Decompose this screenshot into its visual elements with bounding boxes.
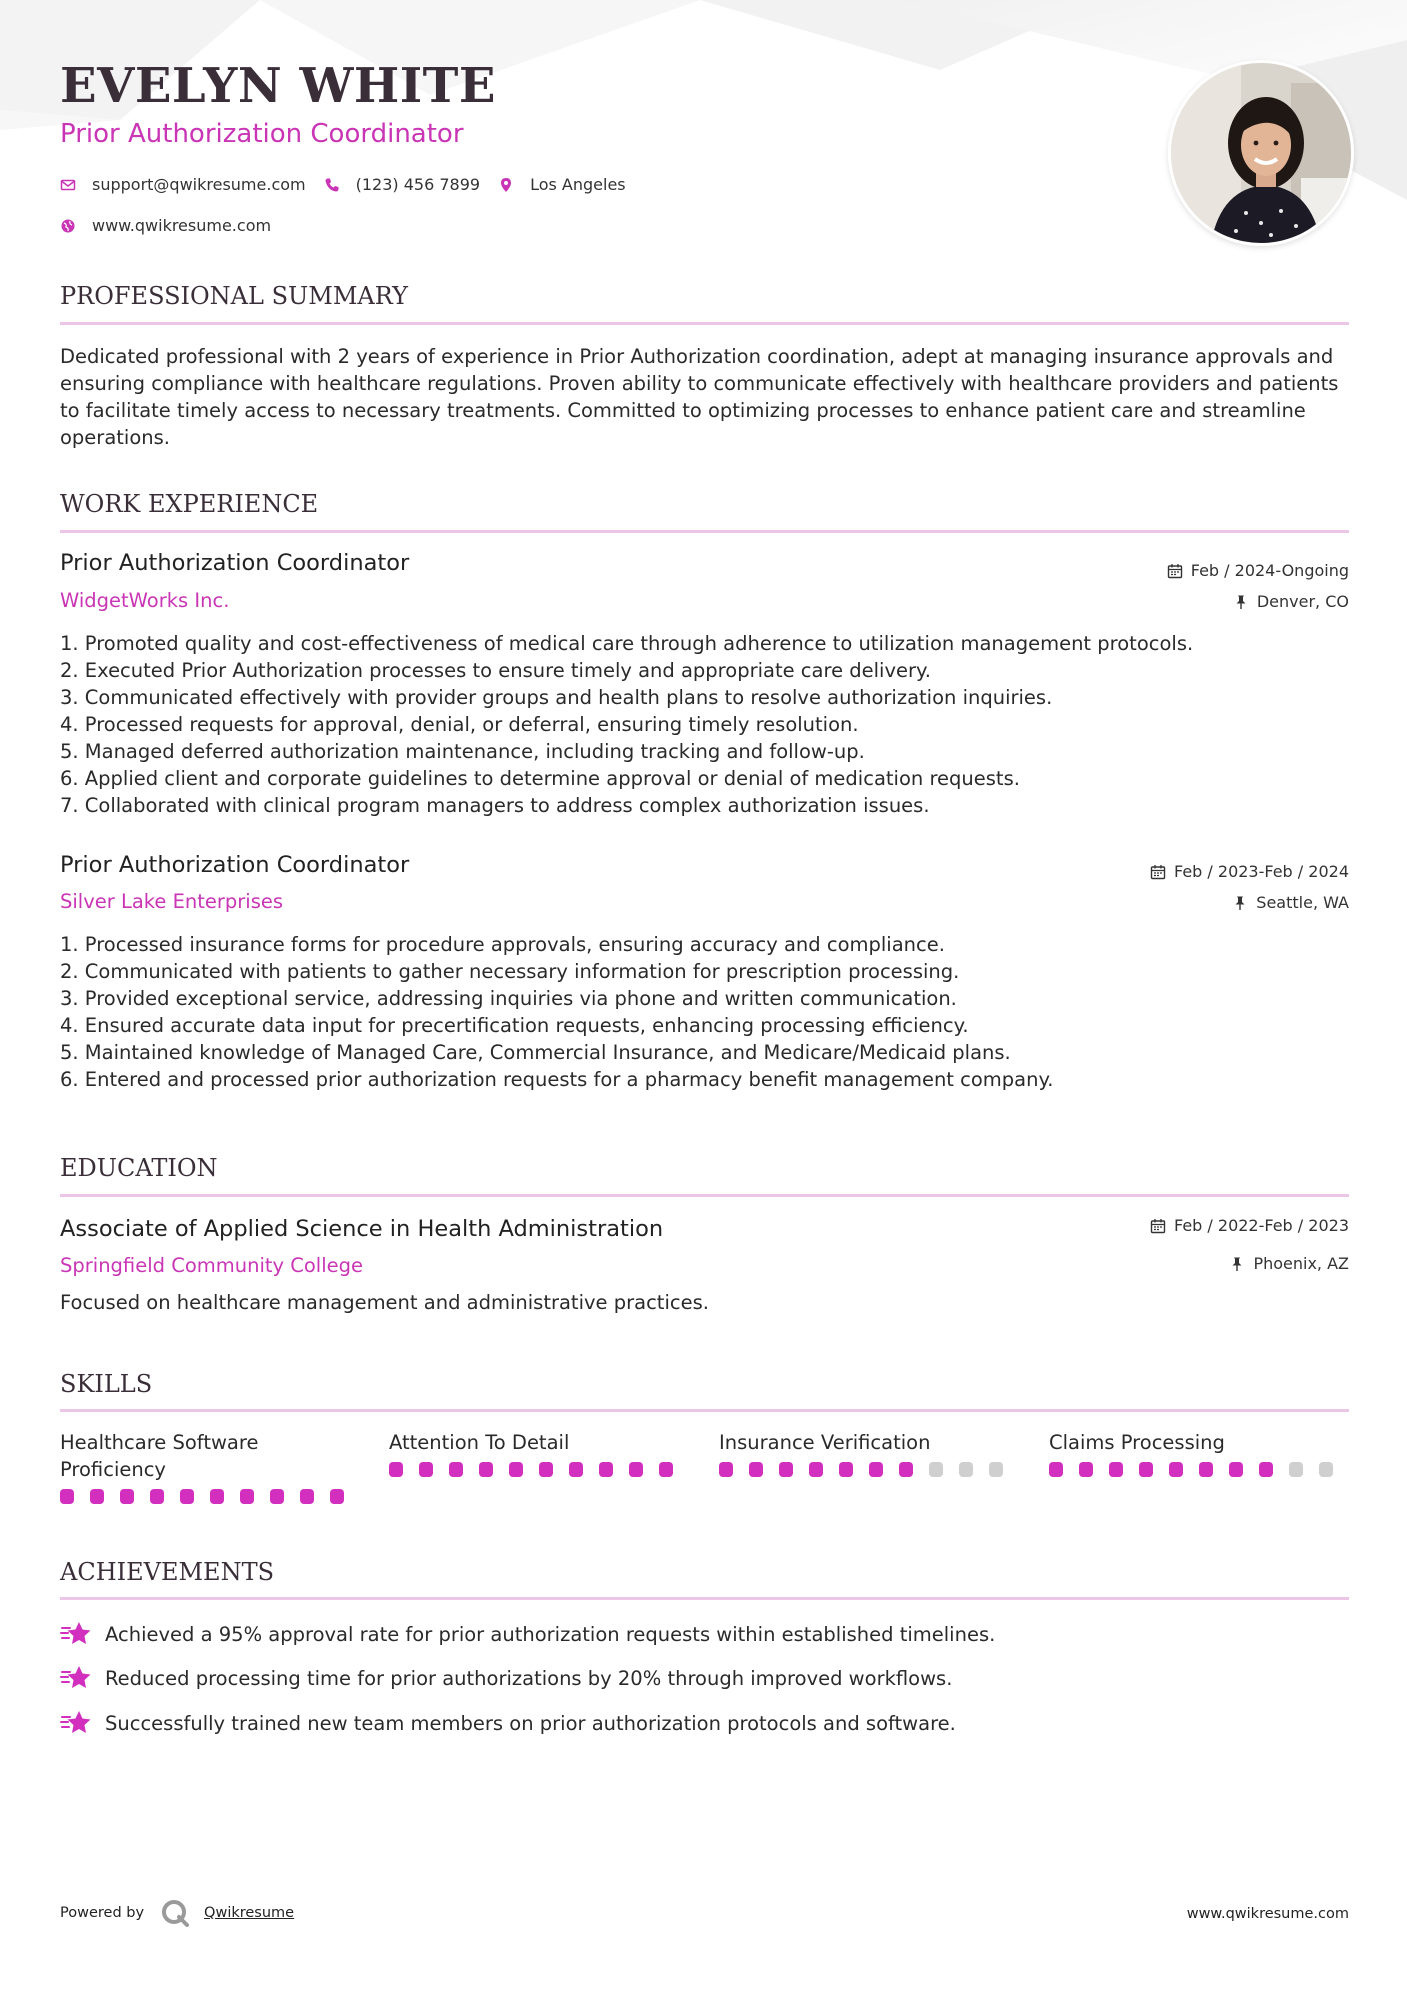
pushpin-icon: [1229, 1256, 1245, 1272]
job-company: Silver Lake Enterprises: [60, 890, 284, 913]
candidate-name: EVELYN WHITE: [60, 58, 496, 114]
skill-rating: [719, 1462, 1019, 1477]
rating-dot-filled: [1259, 1462, 1273, 1477]
rating-dot-filled: [629, 1462, 643, 1477]
rating-dot-filled: [449, 1462, 463, 1477]
rating-dot-empty: [1289, 1462, 1303, 1477]
skill-item: [719, 1429, 1019, 1477]
contact-website[interactable]: www.qwikresume.com: [92, 216, 272, 235]
list-item: 1. Processed insurance forms for procedure approvals, ensuring accuracy and compliance.: [60, 933, 945, 956]
job-dates: [1167, 561, 1349, 580]
rating-dot-empty: [989, 1462, 1003, 1477]
calendar-icon: [1167, 563, 1183, 579]
job-dates-text: Feb / 2024-Ongoing: [1190, 561, 1349, 580]
job-title: Prior Authorization Coordinator: [60, 852, 410, 878]
envelope-icon: [60, 177, 76, 193]
rating-dot-filled: [419, 1462, 433, 1477]
skill-item: [1049, 1429, 1349, 1477]
education-dates-text: Feb / 2022-Feb / 2023: [1174, 1216, 1349, 1235]
job-responsibilities: [60, 630, 1349, 819]
rating-dot-filled: [869, 1462, 883, 1477]
list-item: 7. Collaborated with clinical program managers to address complex authorization issues.: [60, 794, 930, 817]
rating-dot-filled: [599, 1462, 613, 1477]
education-description: Focused on healthcare management and administrative practices.: [60, 1291, 709, 1314]
list-item: 2. Communicated with patients to gather necessary information for prescription processing.: [60, 960, 960, 983]
rating-dot-filled: [1199, 1462, 1213, 1477]
list-item: 2. Executed Prior Authorization processes to ensure timely and appropriate care delivery.: [60, 659, 931, 682]
skill-name: Insurance Verification: [719, 1431, 931, 1454]
section-divider: [60, 1194, 1349, 1197]
profile-photo: [1168, 60, 1354, 246]
rating-dot-empty: [929, 1462, 943, 1477]
phone-icon: [324, 177, 340, 193]
section-title-skills: SKILLS: [60, 1370, 153, 1398]
job-location: [1233, 592, 1349, 611]
achievement-text: Reduced processing time for prior authorizations by 20% through improved workflows.: [105, 1666, 953, 1690]
rating-dot-filled: [509, 1462, 523, 1477]
skill-rating: [389, 1462, 689, 1477]
rating-dot-filled: [749, 1462, 763, 1477]
rating-dot-filled: [479, 1462, 493, 1477]
rating-dot-filled: [779, 1462, 793, 1477]
pushpin-icon: [1232, 895, 1248, 911]
section-divider: [60, 1597, 1349, 1600]
education-location-text: Phoenix, AZ: [1253, 1254, 1349, 1273]
job-responsibilities: [60, 931, 1349, 1093]
list-item: 4. Processed requests for approval, denial, or deferral, ensuring timely resolution.: [60, 713, 859, 736]
rating-dot-filled: [1139, 1462, 1153, 1477]
section-title-achievements: ACHIEVEMENTS: [60, 1558, 275, 1586]
rating-dot-filled: [180, 1489, 194, 1504]
rating-dot-filled: [150, 1489, 164, 1504]
list-item: 1. Promoted quality and cost-effectiveness of medical care through adherence to utilization management protocols.: [60, 632, 1194, 655]
section-title-experience: WORK EXPERIENCE: [60, 490, 319, 518]
summary-text: Dedicated professional with 2 years of experience in Prior Authorization coordination, adept at managing insurance approvals and ensuring compliance with healthcare regulations. Proven ability to communicate effectively with healthcare providers and patients to facilitate timely access to necessary treatments. Committed to optimizing processes to enhance patient care and streamline operations.: [60, 345, 1339, 449]
rating-dot-filled: [60, 1489, 74, 1504]
powered-by-label: Powered by: [60, 1905, 145, 1921]
footer-powered-by: [60, 1898, 294, 1928]
section-title-summary: PROFESSIONAL SUMMARY: [60, 282, 408, 310]
rating-dot-filled: [1109, 1462, 1123, 1477]
rating-dot-filled: [899, 1462, 913, 1477]
section-title-education: EDUCATION: [60, 1154, 218, 1182]
calendar-icon: [1150, 864, 1166, 880]
qwikresume-link[interactable]: Qwikresume: [204, 1905, 295, 1921]
education-dates: [1150, 1216, 1349, 1235]
qwikresume-logo-icon: [160, 1898, 190, 1928]
map-pin-icon: [498, 177, 514, 193]
achievement-text: Achieved a 95% approval rate for prior authorization requests within established timelines.: [105, 1622, 996, 1646]
education-location: [1229, 1254, 1349, 1273]
list-item: 6. Entered and processed prior authorization requests for a pharmacy benefit management company.: [60, 1068, 1054, 1091]
list-item: 6. Applied client and corporate guidelines to determine approval or denial of medication requests.: [60, 767, 1020, 790]
list-item: 5. Maintained knowledge of Managed Care, Commercial Insurance, and Medicare/Medicaid plans.: [60, 1041, 1011, 1064]
rating-dot-filled: [539, 1462, 553, 1477]
job-dates-text: Feb / 2023-Feb / 2024: [1174, 862, 1349, 881]
star-icon: [60, 1620, 92, 1648]
contact-phone[interactable]: (123) 456 7899: [355, 175, 481, 194]
rating-dot-empty: [959, 1462, 973, 1477]
rating-dot-filled: [1079, 1462, 1093, 1477]
section-divider: [60, 1409, 1349, 1412]
rating-dot-empty: [1319, 1462, 1333, 1477]
contact-location: Los Angeles: [530, 175, 626, 194]
rating-dot-filled: [569, 1462, 583, 1477]
rating-dot-filled: [839, 1462, 853, 1477]
rating-dot-filled: [330, 1489, 344, 1504]
rating-dot-filled: [1169, 1462, 1183, 1477]
rating-dot-filled: [270, 1489, 284, 1504]
calendar-icon: [1150, 1218, 1166, 1234]
rating-dot-filled: [240, 1489, 254, 1504]
education-school: Springfield Community College: [60, 1254, 364, 1277]
rating-dot-filled: [809, 1462, 823, 1477]
rating-dot-filled: [659, 1462, 673, 1477]
skill-name: Healthcare Software Proficiency: [60, 1431, 259, 1481]
rating-dot-filled: [719, 1462, 733, 1477]
rating-dot-filled: [389, 1462, 403, 1477]
skill-rating: [1049, 1462, 1349, 1477]
rating-dot-filled: [210, 1489, 224, 1504]
job-location: [1232, 893, 1349, 912]
rating-dot-filled: [120, 1489, 134, 1504]
star-icon: [60, 1709, 92, 1737]
skill-name: Attention To Detail: [389, 1431, 570, 1454]
rating-dot-filled: [90, 1489, 104, 1504]
job-company: WidgetWorks Inc.: [60, 589, 230, 612]
globe-icon: [60, 218, 76, 234]
achievement-text: Successfully trained new team members on prior authorization protocols and software.: [105, 1711, 956, 1735]
section-divider: [60, 322, 1349, 325]
footer-website[interactable]: www.qwikresume.com: [1186, 1906, 1349, 1922]
profile-photo-illustration: [1171, 63, 1351, 243]
list-item: 3. Communicated effectively with provider groups and health plans to resolve authorization inquiries.: [60, 686, 1053, 709]
contact-email[interactable]: support@qwikresume.com: [92, 175, 306, 194]
contact-row-primary: [60, 175, 626, 194]
job-title: Prior Authorization Coordinator: [60, 550, 410, 576]
achievement-item: [60, 1620, 995, 1648]
skill-item: [60, 1429, 360, 1504]
achievement-item: [60, 1709, 956, 1737]
pushpin-icon: [1233, 594, 1249, 610]
rating-dot-filled: [1229, 1462, 1243, 1477]
education-degree: Associate of Applied Science in Health Administration: [60, 1216, 664, 1242]
rating-dot-filled: [300, 1489, 314, 1504]
section-divider: [60, 530, 1349, 533]
list-item: 4. Ensured accurate data input for precertification requests, enhancing processing efficiency.: [60, 1014, 969, 1037]
skill-item: [389, 1429, 689, 1477]
achievement-item: [60, 1664, 952, 1692]
skill-name: Claims Processing: [1049, 1431, 1225, 1454]
star-icon: [60, 1664, 92, 1692]
candidate-role: Prior Authorization Coordinator: [60, 119, 464, 149]
rating-dot-filled: [1049, 1462, 1063, 1477]
list-item: 3. Provided exceptional service, addressing inquiries via phone and written communication.: [60, 987, 957, 1010]
skill-rating: [60, 1489, 360, 1504]
job-location-text: Denver, CO: [1256, 592, 1349, 611]
contact-row-secondary: [60, 216, 271, 235]
list-item: 5. Managed deferred authorization maintenance, including tracking and follow-up.: [60, 740, 865, 763]
job-location-text: Seattle, WA: [1256, 893, 1349, 912]
job-dates: [1150, 862, 1349, 881]
